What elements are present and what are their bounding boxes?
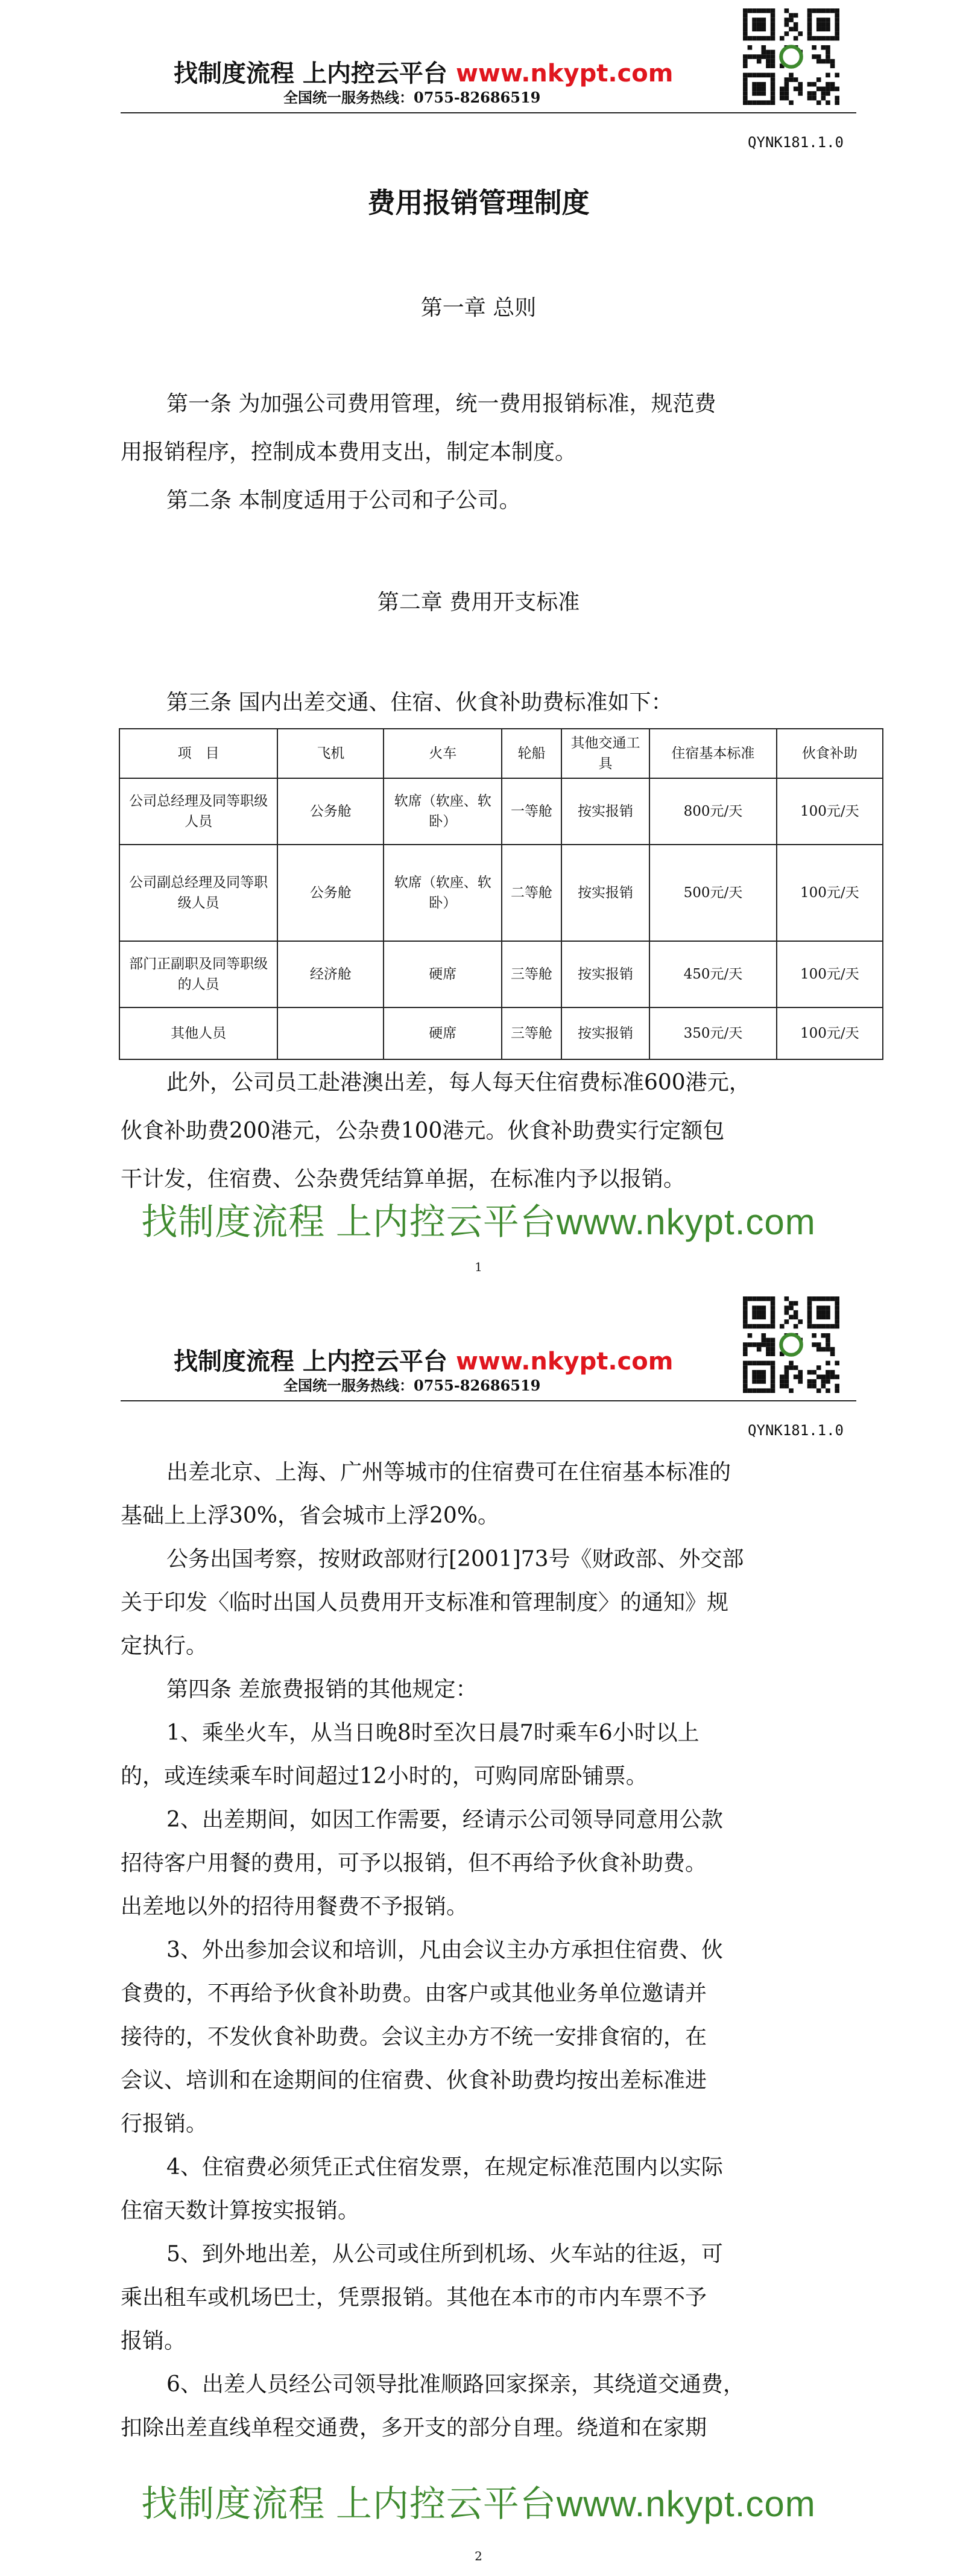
- article-1: [121, 380, 856, 477]
- header-url[interactable]: www.nkypt.com: [455, 60, 674, 87]
- header-brand: 找制度流程 上内控云平台 www.nkypt.com: [174, 1348, 674, 1375]
- article-2: 第二条 本制度适用于公司和子公司。: [166, 488, 521, 513]
- table-row: 其他人员 硬席 三等舱 按实报销 350元/天 100元/天: [119, 1007, 883, 1059]
- footer-watermark: 找制度流程 上内控云平台www.nkypt.com: [141, 2484, 816, 2524]
- qr-code-icon: [743, 8, 839, 105]
- document-title: 费用报销管理制度: [367, 186, 590, 219]
- article-1-line: 第一条 为加强公司费用管理，统一费用报销标准，规范费: [166, 392, 716, 416]
- footer-watermark: 找制度流程 上内控云平台www.nkypt.com: [141, 1202, 816, 1242]
- table-row: 公司副总经理及同等职级人员 公务舱 软席（软座、软卧） 二等舱 按实报销 500元/天 100元/天: [119, 845, 883, 941]
- table-header-row: 项 目 飞机 火车 轮船 其他交通工具 住宿基本标准 伙食补助: [119, 729, 883, 778]
- header-hotline: 全国统一服务热线：0755-82686519: [283, 1377, 541, 1394]
- article-3: 第三条 国内出差交通、住宿、伙食补助费标准如下：: [166, 690, 673, 715]
- chapter-heading: 第一章 总则: [420, 296, 537, 320]
- document-number: QYNK181.1.0: [748, 1422, 844, 1439]
- body-text: 出差北京、上海、广州等城市的住宿费可在住宿基本标准的 基础上上浮30%，省会城市上浮20%。 公务出国考察，按财政部财行[2001]73号《财政部、外交部 关于印发〈临时出国人员费用开支标准和管理制度〉的通知》规 定执行。 第四条 差旅费报销的其他规定： 1、乘坐火车，从当日晚8时至次日晨7时乘车6小时以上 的，或连续乘车时间超过12小时的，可购同席卧铺票。 2、出差期间，如因工作需要，经请示公司领导同意用公款 招待客户用餐的费用，可予以报销，但不再给予伙食补助费。 出差地以外的招待用餐费不予报销。 3、外出参加会议和培训，凡由会议主办方承担住宿费、伙 食费的，不再给予伙食补助费。由客户或其他业务单位邀请并 接待的，不发伙食补助费。会议主办方不统一安排食宿的，在 会议、培训和在途期间的住宿费、伙食补助费均按出差标准进 行报销。 4、住宿费必须凭正式住宿发票，在规定标准范围内以实际 住宿天数计算按实报销。 5、到外地出差，从公司或住所到机场、火车站的往返，可 乘出租车或机场巴士，凭票报销。其他在本市的市内车票不予 报销。 6、出差人员经公司领导批准顺路回家探亲，其绕道交通费， 扣除出差直线单程交通费，多开支的部分自理。绕道和在家期: [121, 1460, 745, 2440]
- header-url[interactable]: www.nkypt.com: [455, 1348, 674, 1375]
- expense-standard-table: [119, 728, 883, 1060]
- qr-code-icon: [743, 1296, 839, 1393]
- header-hotline: 全国统一服务热线：0755-82686519: [283, 89, 541, 106]
- hk-macau-paragraph: 此外，公司员工赴港澳出差，每人每天住宿费标准600港元， 伙食补助费200港元，公杂费100港元。伙食补助费实行定额包 干计发，住宿费、公杂费凭结算单据，在标准内予以报销。: [121, 1070, 751, 1191]
- table-row: 部门正副职及同等职级的人员 经济舱 硬席 三等舱 按实报销 450元/天 100元/天: [119, 941, 883, 1007]
- chapter-heading: 第二章 费用开支标准: [377, 590, 580, 615]
- document-page-2: [0, 1288, 957, 2576]
- article-1-line: 用报销程序，控制成本费用支出，制定本制度。: [121, 440, 577, 465]
- header-divider: [121, 1400, 856, 1401]
- table-row: 公司总经理及同等职级人员 公务舱 软席（软座、软卧） 一等舱 按实报销 800元/天 100元/天: [119, 778, 883, 845]
- header-brand: 找制度流程 上内控云平台 www.nkypt.com: [174, 60, 674, 87]
- document-number: QYNK181.1.0: [748, 134, 844, 151]
- page-number: 2: [475, 2549, 482, 2563]
- header-divider: [121, 112, 856, 113]
- page-number: 1: [475, 1260, 482, 1274]
